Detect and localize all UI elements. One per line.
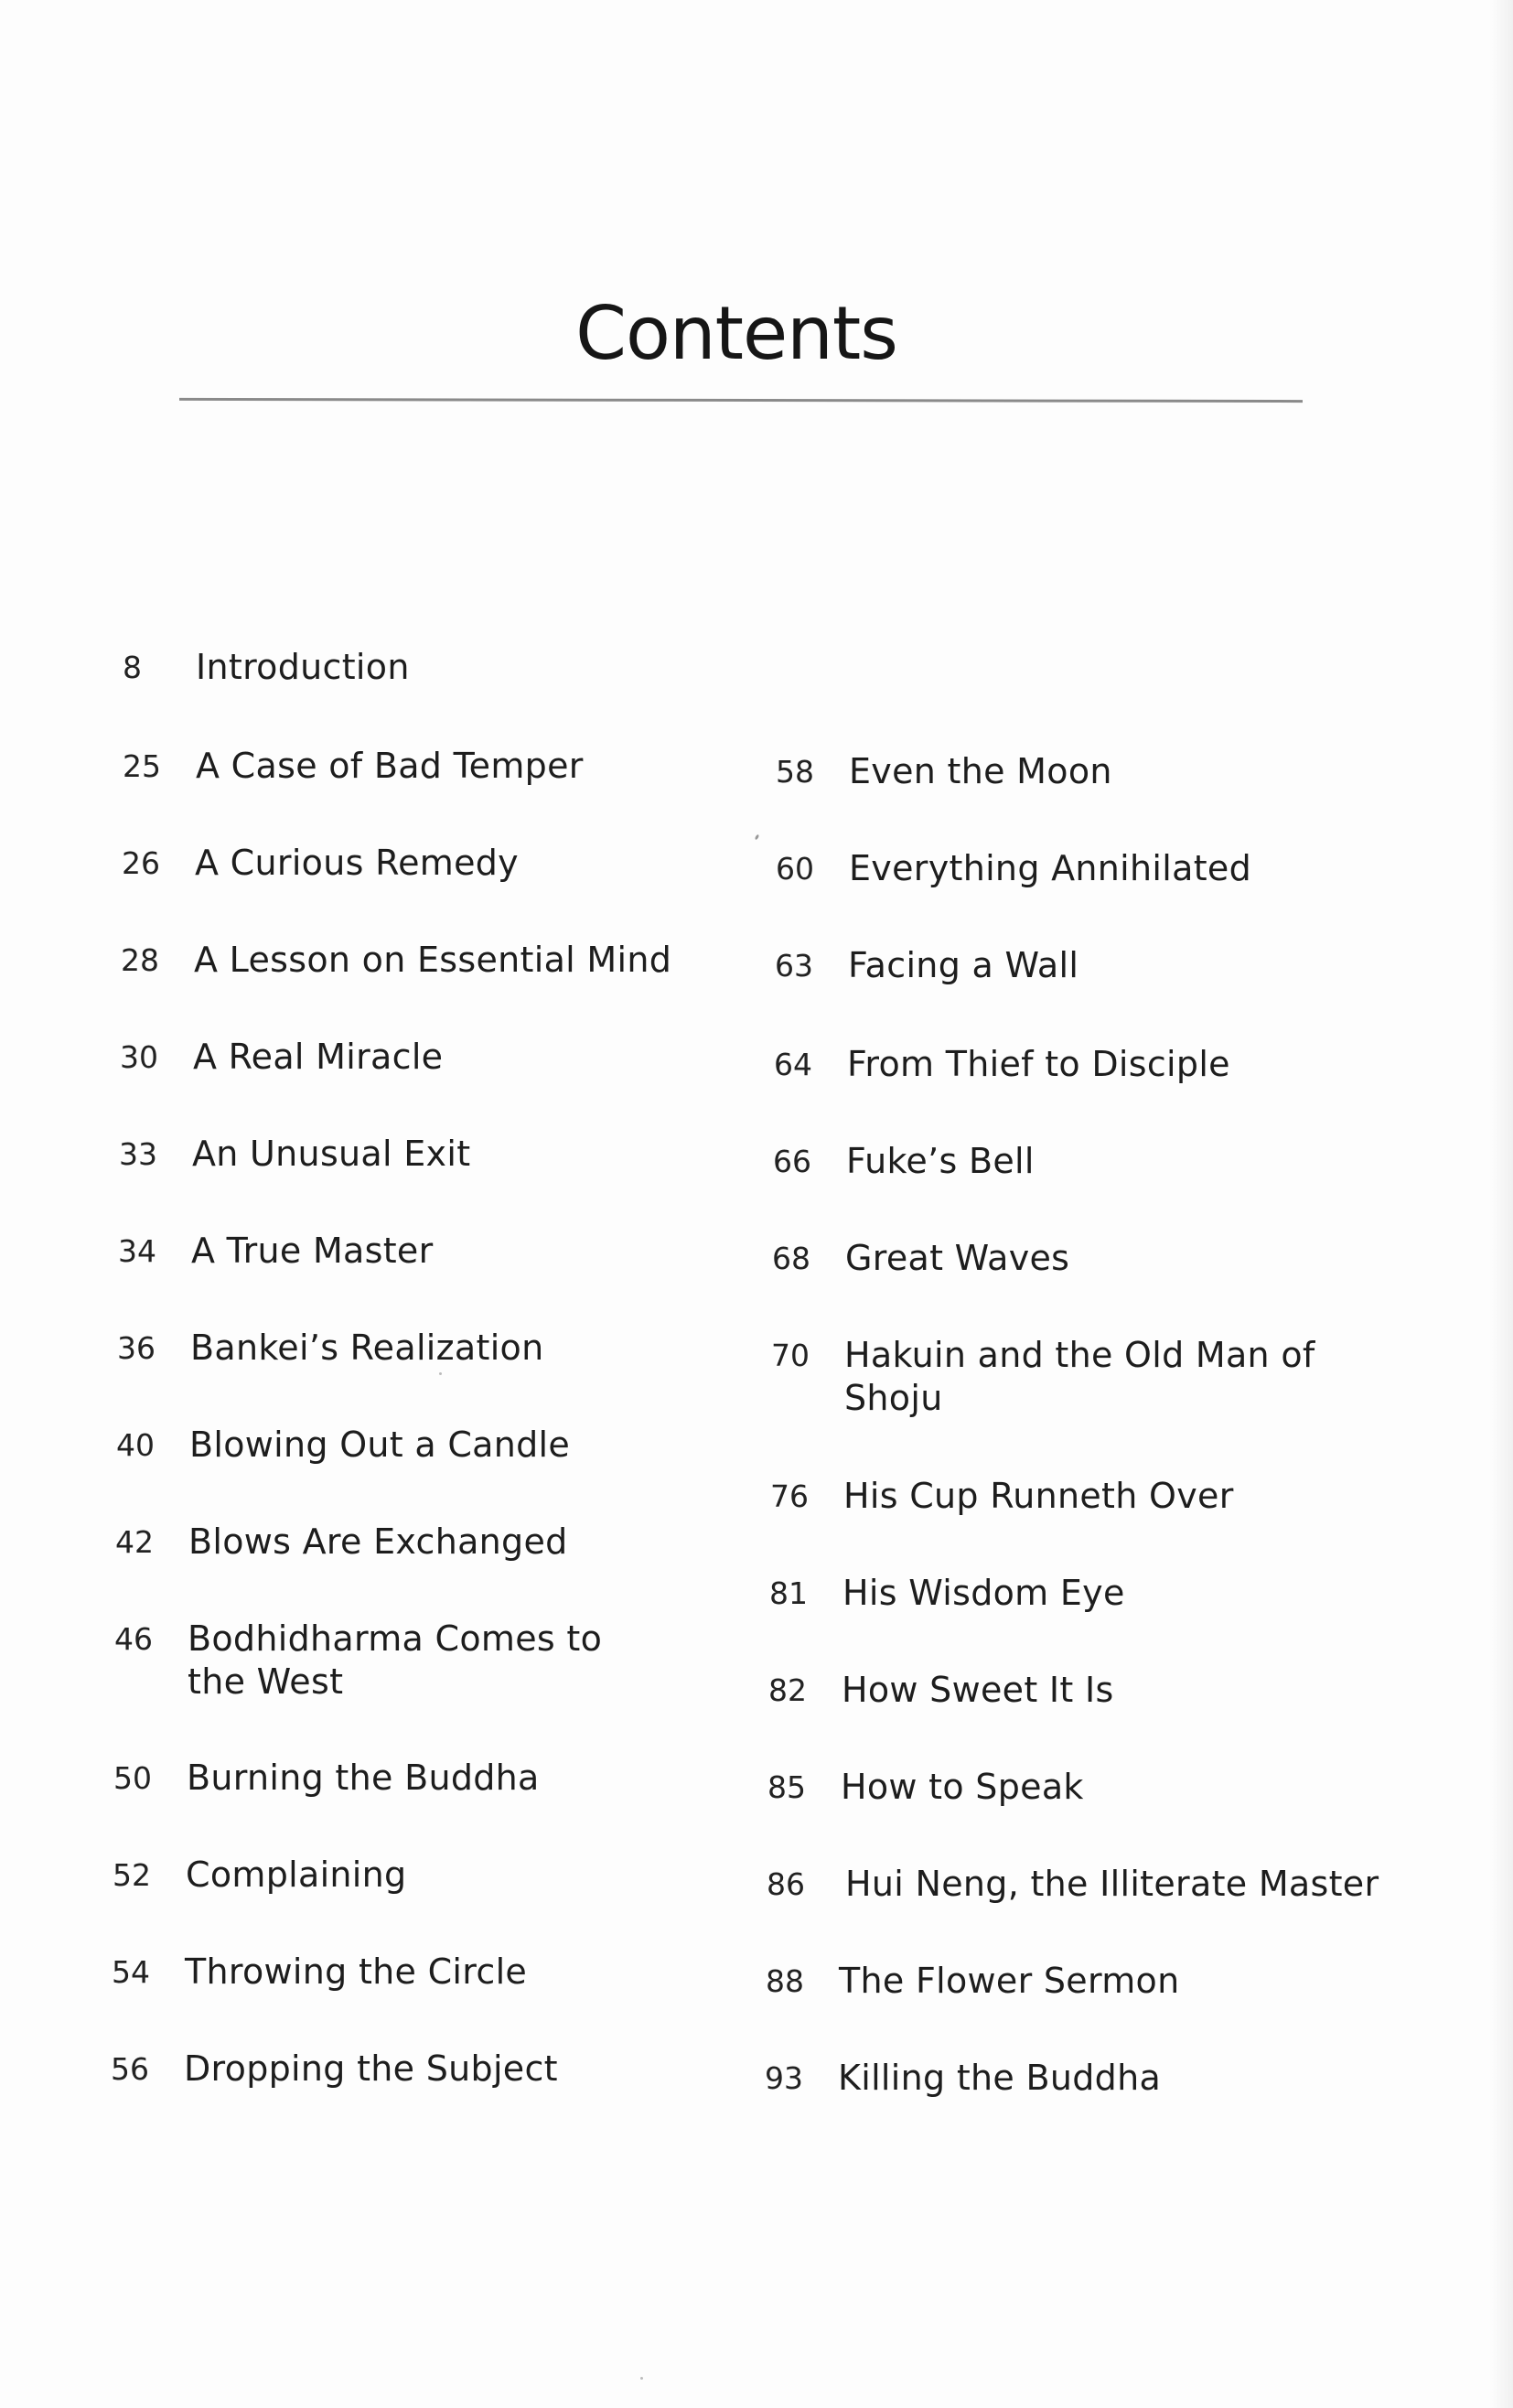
scan-speck [640,2377,643,2380]
toc-page-number: 64 [774,1047,812,1082]
toc-entry [118,1230,703,1274]
toc-entry [119,1133,704,1177]
toc-entry-title: The Flower Sermon [839,1961,1180,2001]
toc-entry-title: Blows Are Exchanged [188,1521,568,1562]
toc-entry [120,1036,705,1080]
toc-entry [123,646,708,690]
toc-entry-title: Fuke’s Bell [846,1141,1035,1181]
toc-page-number: 93 [765,2060,803,2096]
toc-entry [774,1043,1359,1087]
toc-page-number: 40 [116,1427,155,1463]
toc-entry-title: His Wisdom Eye [842,1573,1125,1613]
toc-page-number: 52 [113,1857,151,1893]
toc-page-number: 58 [776,754,814,790]
toc-entry-title: A Lesson on Essential Mind [194,940,672,980]
toc-page-number: 8 [123,650,142,685]
toc-entry-title: A True Master [191,1231,434,1271]
toc-entry [775,944,1360,988]
toc-entry [112,1951,697,1994]
toc-entry [766,1960,1351,2004]
toc-page-number: 30 [120,1039,158,1075]
toc-entry [123,745,708,789]
toc-page-number: 34 [118,1233,156,1269]
toc-entry-title: Burning the Buddha [187,1758,540,1798]
toc-entry [765,2057,1350,2101]
toc-entry-title: Facing a Wall [848,945,1079,985]
toc-page-number: 85 [767,1769,806,1805]
toc-entry [770,1475,1356,1519]
toc-entry [773,1140,1358,1184]
toc-entry [113,1854,698,1897]
toc-entry-title: Hui Neng, the Illiterate Master [845,1864,1379,1904]
toc-entry-title: Introduction [196,647,410,687]
toc-page-number: 82 [768,1672,807,1708]
toc-entry [116,1424,702,1467]
toc-entry [115,1521,701,1564]
toc-page-number: 46 [114,1621,153,1657]
toc-entry [113,1757,699,1801]
page-title: Contents [575,291,897,376]
toc-page-number: 60 [776,851,814,887]
toc-page-number: 86 [767,1866,805,1902]
toc-entry-title: Bankei’s Realization [190,1328,544,1368]
toc-page-number: 70 [771,1338,810,1373]
toc-entry-title: Great Waves [845,1238,1070,1278]
toc-page-number: 56 [111,2051,149,2087]
toc-page-number: 66 [773,1144,811,1179]
toc-entry-title: How to Speak [841,1767,1084,1807]
toc-page-number: 26 [122,845,160,881]
toc-entry-title: Dropping the Subject [184,2048,558,2089]
toc-page-number: 36 [117,1330,156,1366]
page-edge-shadow [1489,0,1513,2408]
toc-page-number: 42 [115,1524,154,1560]
toc-page-number: 33 [119,1136,157,1172]
toc-page-number: 63 [775,948,813,984]
toc-entry-title: Even the Moon [849,751,1112,791]
toc-entry-title: A Real Miracle [193,1037,444,1077]
toc-entry [767,1863,1412,1907]
toc-entry [117,1327,703,1371]
scan-speck [439,1372,442,1375]
toc-entry-title: An Unusual Exit [192,1134,471,1174]
toc-entry-title: A Case of Bad Temper [196,746,584,786]
toc-entry-title: Blowing Out a Candle [189,1424,571,1465]
toc-entry [114,1618,663,1704]
toc-entry-title: Complaining [186,1854,407,1895]
toc-entry-title: How Sweet It Is [842,1670,1114,1710]
toc-page-number: 81 [769,1575,808,1611]
toc-entry [769,1572,1355,1616]
toc-page-number: 76 [770,1478,809,1514]
toc-entry-title: Bodhidharma Comes to the West [188,1618,603,1702]
toc-entry [111,2048,696,2091]
toc-entry [772,1237,1357,1281]
toc-entry [767,1766,1353,1810]
toc-page-number: 25 [123,748,161,784]
scan-speck [755,834,760,841]
toc-page-number: 54 [112,1954,150,1990]
toc-entry [121,939,706,983]
toc-entry [122,842,707,886]
toc-page-number: 68 [772,1241,810,1276]
toc-entry-title: A Curious Remedy [195,843,519,883]
toc-entry [776,750,1361,794]
toc-entry [768,1669,1354,1713]
toc-entry-title: Throwing the Circle [185,1951,528,1992]
toc-entry-title: Killing the Buddha [838,2058,1162,2098]
toc-page-number: 88 [766,1963,804,1999]
title-divider [179,398,1303,403]
toc-entry-title: Hakuin and the Old Man of Shoju [844,1335,1315,1418]
toc-entry-title: His Cup Runneth Over [843,1476,1234,1516]
toc-entry-title: Everything Annihilated [849,848,1252,888]
toc-entry-title: From Thief to Disciple [847,1044,1230,1084]
toc-page-number: 50 [113,1760,152,1796]
toc-entry [776,847,1361,891]
toc-page-number: 28 [121,942,159,978]
toc-entry [771,1334,1320,1420]
